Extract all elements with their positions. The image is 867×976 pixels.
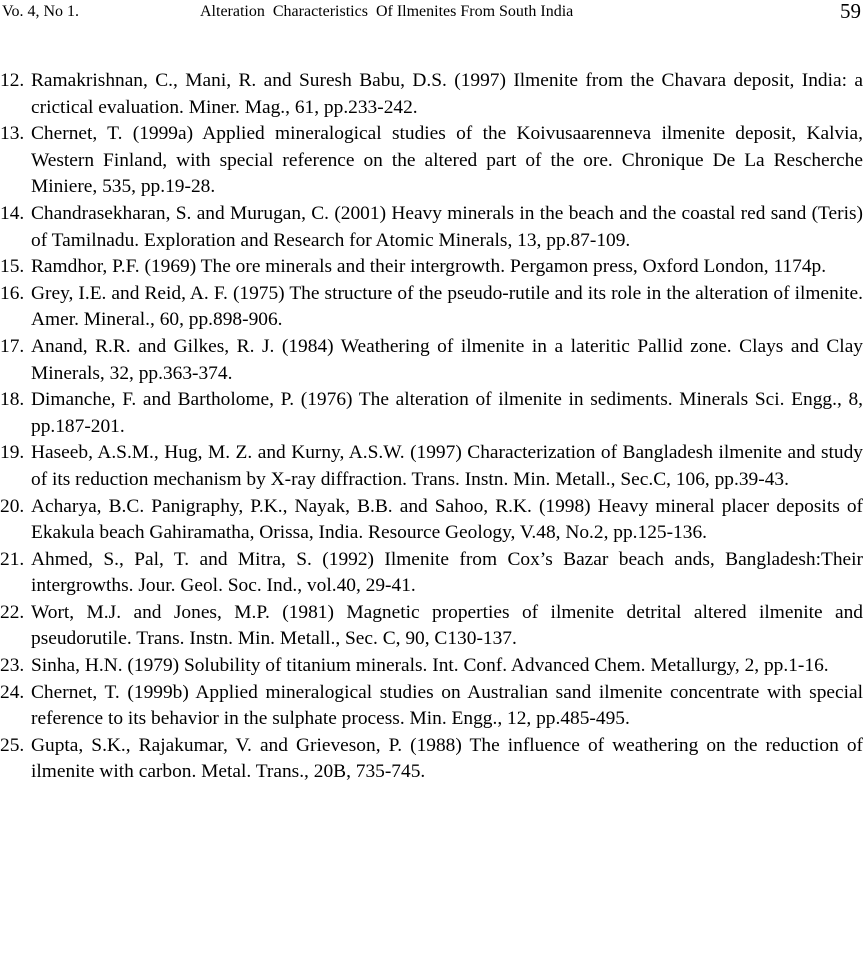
reference-item [0,440,863,493]
reference-number: 13. [0,123,25,145]
reference-text: Ramakrishnan, C., Mani, R. and Suresh Babu, D.S. (1997) Ilmenite from the Chavara deposit, India: a crictical evaluation. Miner. Mag., 61, pp.233-242. [31,70,863,118]
reference-text: Dimanche, F. and Bartholome, P. (1976) The alteration of ilmenite in sediments. Minerals Sci. Engg., 8, pp.187-201. [31,389,863,437]
reference-item [0,680,863,733]
reference-number: 19. [0,442,25,464]
reference-text: Anand, R.R. and Gilkes, R. J. (1984) Weathering of ilmenite in a lateritic Pallid zone. Clays and Clay Minerals, 32, pp.363-374. [31,335,863,384]
reference-item [0,334,863,387]
reference-number: 15. [0,256,25,278]
reference-text: Ahmed, S., Pal, T. and Mitra, S. (1992) Ilmenite from Cox’s Bazar beach ands, Bangladesh:Their intergrowths. Jour. Geol. Soc. Ind., vol.40, 29-41. [31,548,863,597]
reference-text: Chandrasekharan, S. and Murugan, C. (2001) Heavy minerals in the beach and the coastal red sand (Teris) of Tamilnadu. Exploration and Research for Atomic Minerals, 13, pp.87-109. [31,202,863,251]
reference-number: 24. [0,681,25,703]
reference-item [0,201,863,254]
reference-number: 25. [0,734,25,756]
reference-text: Haseeb, A.S.M., Hug, M. Z. and Kurny, A.S.W. (1997) Characterization of Bangladesh ilmenite and study of its reduction mechanism by X-ray diffraction. Trans. Instn. Min. Metall., Sec.C, 106, pp.39-43. [31,442,863,490]
reference-number: 17. [0,335,25,357]
reference-number: 20. [0,495,25,517]
reference-number: 14. [0,202,25,224]
reference-number: 16. [0,282,25,304]
reference-number: 23. [0,655,25,677]
reference-text: Wort, M.J. and Jones, M.P. (1981) Magnetic properties of ilmenite detrital altered ilmenite and pseudorutile. Trans. Instn. Min. Metall., Sec. C, 90, C130-137. [31,601,863,650]
reference-text: Chernet, T. (1999b) Applied mineralogical studies on Australian sand ilmenite concentrate with special reference to its behavior in the sulphate process. Min. Engg., 12, pp.485-495. [31,681,863,730]
reference-list [0,68,863,786]
reference-item [0,547,863,600]
reference-number: 21. [0,548,25,570]
reference-number: 18. [0,389,25,411]
reference-text: Ramdhor, P.F. (1969) The ore minerals and their intergrowth. Pergamon press, Oxford London, 1174p. [31,256,827,278]
reference-text: Acharya, B.C. Panigraphy, P.K., Nayak, B.B. and Sahoo, R.K. (1998) Heavy mineral placer deposits of Ekakula beach Gahiramatha, Orissa, India. Resource Geology, V.48, No.2, pp.125-136. [31,495,863,544]
reference-item [0,653,863,680]
reference-text: Gupta, S.K., Rajakumar, V. and Grieveson, P. (1988) The influence of weathering on the reduction of ilmenite with carbon. Metal. Trans., 20B, 735-745. [31,734,863,783]
reference-text: Chernet, T. (1999a) Applied mineralogical studies of the Koivusaarenneva ilmenite deposit, Kalvia, Western Finland, with special reference on the altered part of the ore. Chronique De La Rescherche Miniere, 535, pp.19-28. [31,123,863,198]
reference-item [0,733,863,786]
reference-item [0,121,863,201]
running-title: Alteration Characteristics Of Ilmenites From South India [200,3,574,20]
reference-text: Grey, I.E. and Reid, A. F. (1975) The structure of the pseudo-rutile and its role in the alteration of ilmenite. Amer. Mineral., 60, pp.898-906. [31,282,863,331]
reference-item [0,494,863,547]
reference-item [0,600,863,653]
page-header [0,0,867,28]
reference-item [0,254,863,281]
reference-item [0,281,863,334]
reference-number: 12. [0,70,25,91]
reference-number: 22. [0,601,25,623]
reference-item [0,68,863,121]
reference-item [0,387,863,440]
reference-text: Sinha, H.N. (1979) Solubility of titanium minerals. Int. Conf. Advanced Chem. Metallurgy, 2, pp.1-16. [31,655,829,677]
page-number: 59 [840,0,861,23]
journal-volume-issue: Vo. 4, No 1. [2,3,80,20]
